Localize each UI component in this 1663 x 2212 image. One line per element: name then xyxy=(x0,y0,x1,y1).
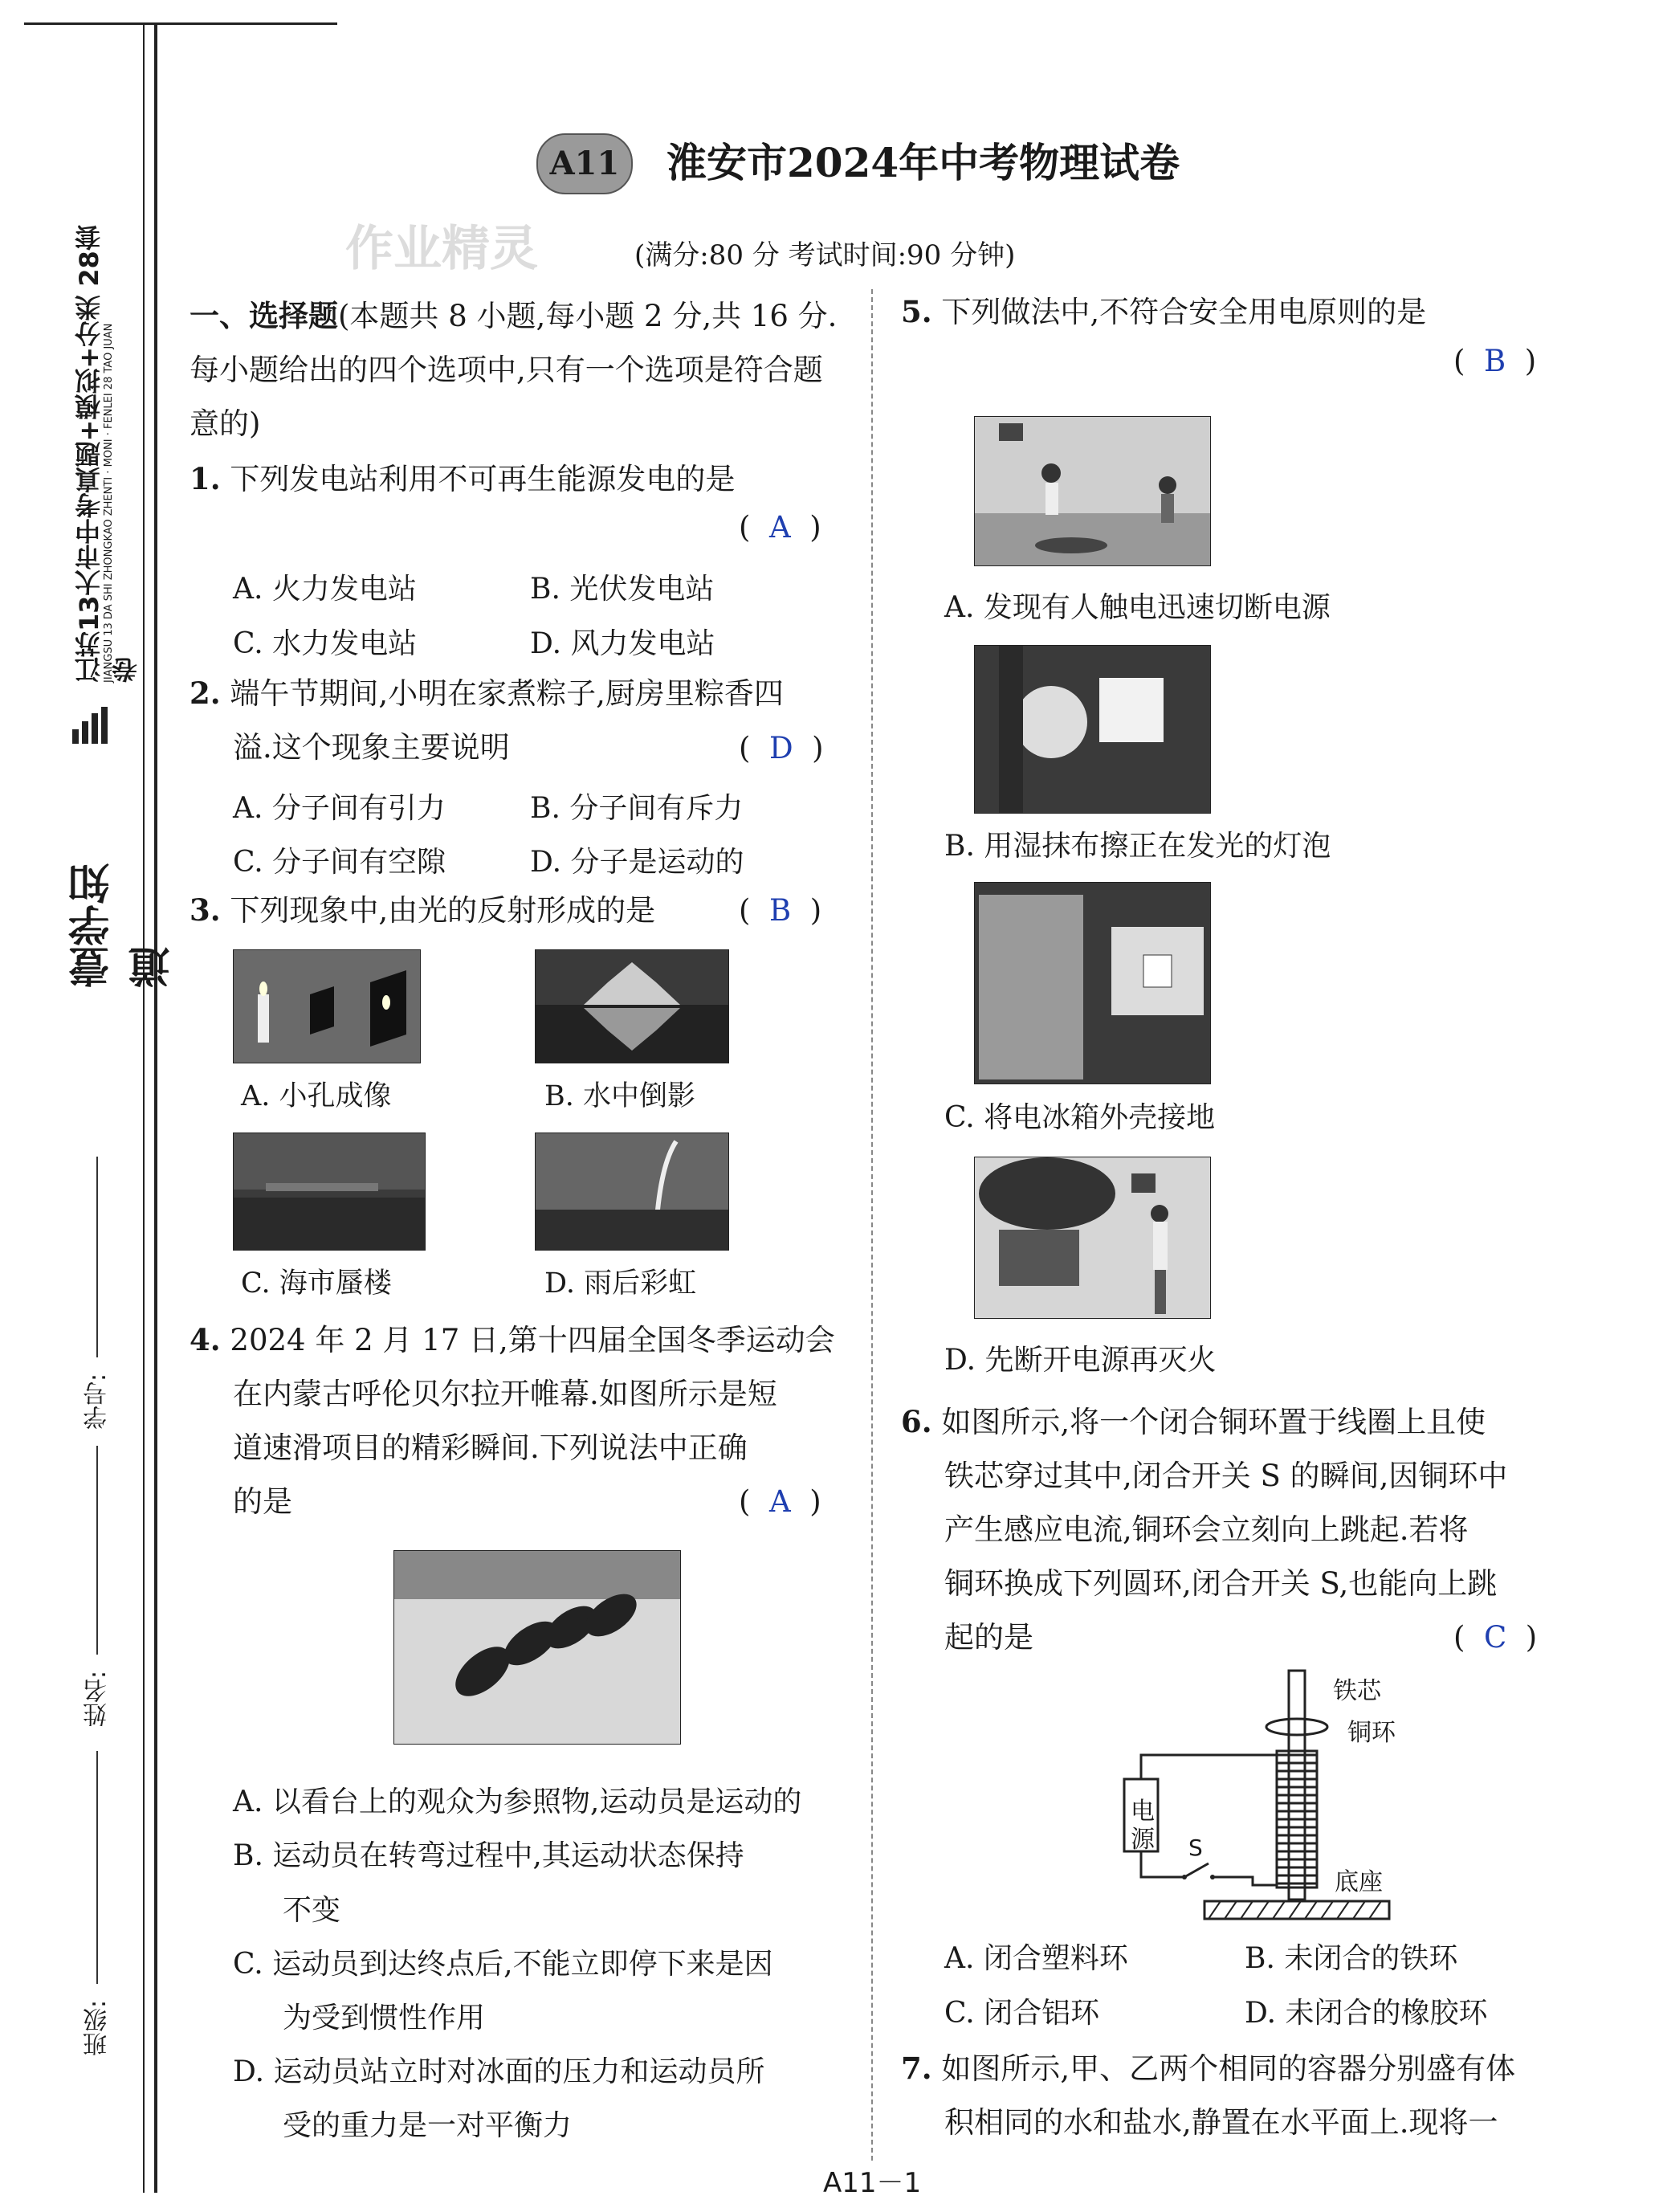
series-title: 江苏13大市中考真题+模拟+分类 28套卷 xyxy=(74,225,141,683)
q4-stem-line2: 在内蒙古呼伦贝尔拉开帷幕.如图所示是短 xyxy=(233,1377,777,1411)
label-copper-ring: 铜环 xyxy=(1347,1719,1396,1747)
bars-icon xyxy=(72,707,109,744)
series-subtitle: JIANGSU 13 DA SHI ZHONGKAO ZHENTI · MONI · FENLEI 28 TAO JUAN xyxy=(103,323,115,683)
q6-stem-line2: 铁芯穿过其中,闭合开关 S 的瞬间,因铜环中 xyxy=(944,1459,1508,1493)
q4-option-a: A. 以看台上的观众为参照物,运动员是运动的 xyxy=(233,1786,802,1818)
label-switch: S xyxy=(1188,1834,1203,1861)
label-power-1: 电 xyxy=(1131,1798,1155,1826)
fridge-grounding-image xyxy=(974,882,1211,1084)
q4-stem-line1: 4. 2024 年 2 月 17 日,第十四届全国冬季运动会 xyxy=(190,1322,835,1357)
q2-option-d: D. 分子是运动的 xyxy=(530,846,744,879)
q6-option-a: A. 闭合塑料环 xyxy=(944,1942,1128,1975)
q2-stem-line1: 2. 端午节期间,小明在家煮粽子,厨房里粽香四 xyxy=(190,675,784,711)
label-class: 班级: xyxy=(84,1999,112,2056)
q6-option-b: B. 未闭合的铁环 xyxy=(1245,1942,1458,1975)
q4-option-c: C. 运动员到达终点后,不能立即停下来是因 xyxy=(233,1948,773,1981)
q4-option-d-cont: 受的重力是一对平衡力 xyxy=(283,2109,573,2142)
wet-cloth-bulb-image xyxy=(974,645,1211,814)
q5-option-a: A. 发现有人触电迅速切断电源 xyxy=(944,591,1331,624)
q6-stem-line3: 产生感应电流,铜环会立刻向上跳起.若将 xyxy=(944,1512,1469,1547)
q2-option-b: B. 分子间有斥力 xyxy=(530,792,744,825)
label-student-id: 学号: xyxy=(84,1373,112,1430)
name-field[interactable] xyxy=(96,1446,98,1655)
q2-stem-line2: 溢.这个现象主要说明 xyxy=(233,730,510,765)
q1-answer: ( A ) xyxy=(739,510,821,545)
q3-option-d: D. 雨后彩虹 xyxy=(544,1267,697,1300)
q4-option-b: B. 运动员在转弯过程中,其运动状态保持 xyxy=(233,1839,744,1872)
page-title: 淮安市2024年中考物理试卷 xyxy=(666,139,1180,186)
q5-option-b: B. 用湿抹布擦正在发光的灯泡 xyxy=(944,830,1331,863)
q6-answer: ( C ) xyxy=(1453,1620,1538,1655)
reflection-image xyxy=(535,949,729,1063)
q6-stem-line1: 6. 如图所示,将一个闭合铜环置于线圈上且使 xyxy=(901,1404,1486,1439)
mirage-image xyxy=(233,1133,426,1251)
fire-image xyxy=(974,1157,1211,1319)
student-id-field[interactable] xyxy=(96,1157,98,1357)
label-power-2: 源 xyxy=(1131,1826,1155,1854)
subtitle: (满分:80 分 考试时间:90 分钟) xyxy=(634,239,1016,271)
badge: A11 xyxy=(536,133,633,194)
q1-option-d: D. 风力发电站 xyxy=(530,627,715,660)
q2-option-c: C. 分子间有空隙 xyxy=(233,846,446,879)
q6-option-c: C. 闭合铝环 xyxy=(944,1997,1100,2030)
label-name: 姓名: xyxy=(84,1670,112,1727)
electric-shock-image xyxy=(974,416,1211,566)
q7-stem-line1: 7. 如图所示,甲、乙两个相同的容器分别盛有体 xyxy=(901,2051,1516,2086)
q4-option-b-cont: 不变 xyxy=(283,1894,341,1927)
section-heading: 一、选择题(本题共 8 小题,每小题 2 分,共 16 分.每小题给出的四个选项中,只有一个选项是符合题意的) xyxy=(190,299,838,441)
q3-option-c: C. 海市蜃楼 xyxy=(241,1267,392,1300)
q4-stem-line4: 的是 xyxy=(233,1484,292,1519)
q3-answer: ( B ) xyxy=(739,893,822,928)
q4-option-c-cont: 为受到惯性作用 xyxy=(283,2002,486,2034)
q7-stem-line2: 积相同的水和盐水,静置在水平面上.现将一 xyxy=(944,2105,1498,2140)
q5-stem: 5. 下列做法中,不符合安全用电原则的是 xyxy=(901,294,1427,329)
column-divider xyxy=(871,289,873,2161)
q4-option-d: D. 运动员站立时对冰面的压力和运动员所 xyxy=(233,2055,765,2088)
q2-option-a: A. 分子间有引力 xyxy=(233,792,446,825)
q5-option-c: C. 将电冰箱外壳接地 xyxy=(944,1101,1216,1134)
q5-answer: ( B ) xyxy=(1453,344,1537,378)
brand-logo: 壹学知道 xyxy=(69,863,177,988)
q4-answer: ( A ) xyxy=(739,1484,821,1519)
q6-option-d: D. 未闭合的橡胶环 xyxy=(1245,1997,1488,2030)
q4-stem-line3: 道速滑项目的精彩瞬间.下列说法中正确 xyxy=(233,1430,748,1465)
page-number: A11－1 xyxy=(823,2167,922,2199)
class-field[interactable] xyxy=(96,1751,98,1984)
pinhole-image xyxy=(233,949,421,1063)
label-base: 底座 xyxy=(1335,1868,1383,1896)
q1-option-a: A. 火力发电站 xyxy=(233,573,417,606)
rainbow-image xyxy=(535,1133,729,1251)
q2-answer: ( D ) xyxy=(739,731,824,765)
speed-skating-image xyxy=(393,1550,681,1745)
q6-stem-line4: 铜环换成下列圆环,闭合开关 S,也能向上跳 xyxy=(944,1566,1498,1601)
label-iron-core: 铁芯 xyxy=(1333,1677,1381,1705)
watermark: 作业精灵 xyxy=(345,221,538,277)
q1-option-c: C. 水力发电站 xyxy=(233,627,418,660)
q6-stem-line5: 起的是 xyxy=(944,1620,1033,1655)
q5-option-d: D. 先断开电源再灭火 xyxy=(944,1344,1217,1377)
top-rule xyxy=(24,22,337,25)
margin-line-inner xyxy=(154,24,157,2193)
q3-stem: 3. 下列现象中,由光的反射形成的是 xyxy=(190,892,656,928)
q1-option-b: B. 光伏发电站 xyxy=(530,573,715,606)
q3-option-a: A. 小孔成像 xyxy=(241,1080,392,1112)
q1-stem: 1. 下列发电站利用不可再生能源发电的是 xyxy=(190,461,736,496)
q3-option-b: B. 水中倒影 xyxy=(544,1080,695,1112)
